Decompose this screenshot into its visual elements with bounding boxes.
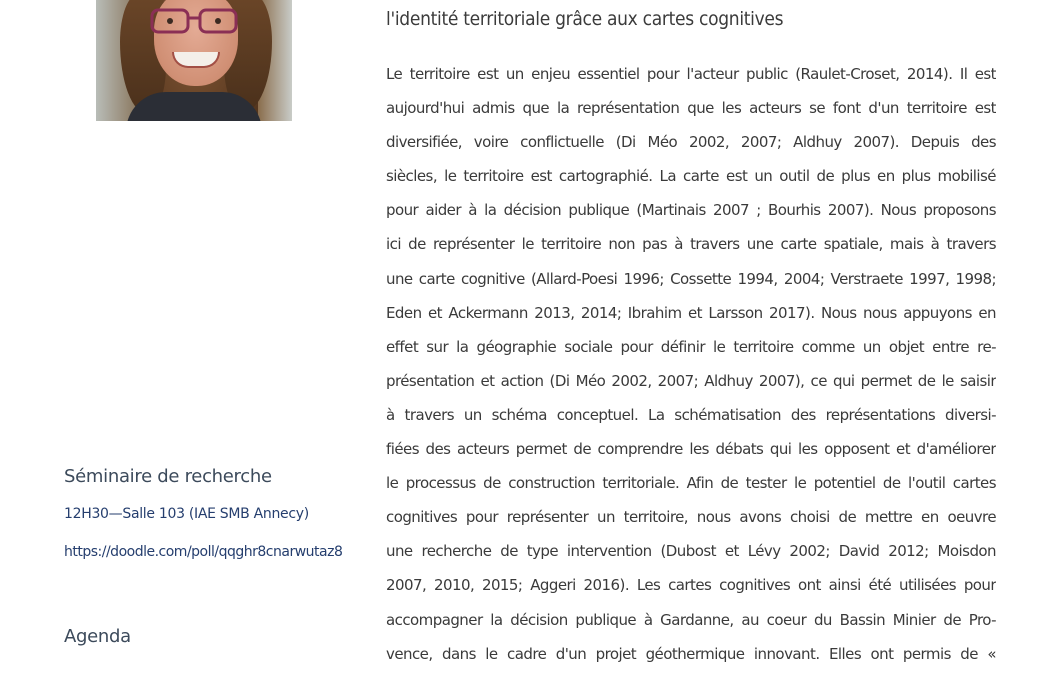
- abstract-line: cognitives pour représenter un territoire, nous avons choisi de mettre en oeuvre: [386, 508, 996, 527]
- abstract-line: siècles, le territoire est cartographié. La carte est un outil de plus en plus mobilisé: [386, 167, 996, 186]
- abstract-line: à travers un schéma conceptuel. La schématisation des représentations diversi-: [386, 405, 996, 424]
- abstract-line: 2007, 2010, 2015; Aggeri 2016). Les cartes cognitives ont ainsi été utilisées pour: [386, 576, 996, 595]
- abstract-line: une carte cognitive (Allard-Poesi 1996; Cossette 1994, 2004; Verstraete 1997, 1998;: [386, 269, 996, 288]
- seminar-time-room: 12H30—Salle 103 (IAE SMB Annecy): [64, 506, 309, 522]
- talk-subtitle: l'identité territoriale grâce aux cartes cognitives: [386, 8, 784, 30]
- abstract-line: le processus de construction territoriale. Afin de tester le potentiel de l'outil cartes: [386, 474, 996, 493]
- agenda-heading: Agenda: [64, 626, 131, 647]
- abstract-line: Eden et Ackermann 2013, 2014; Ibrahim et Larsson 2017). Nous nous appuyons en: [386, 303, 996, 322]
- abstract-line: présentation et action (Di Méo 2002, 2007; Aldhuy 2007), ce qui permet de le saisir: [386, 371, 996, 390]
- abstract-line: accompagner la décision publique à Gardanne, au coeur du Bassin Minier de Pro-: [386, 610, 996, 629]
- abstract-line: pour aider à la décision publique (Martinais 2007 ; Bourhis 2007). Nous proposons: [386, 201, 996, 220]
- abstract-line: ici de représenter le territoire non pas à travers une carte spatiale, mais à travers: [386, 235, 996, 254]
- abstract-line: fiées des acteurs permet de comprendre les débats qui les opposent et d'améliorer: [386, 440, 996, 459]
- doodle-link[interactable]: https://doodle.com/poll/qqghr8cnarwutaz8: [64, 544, 343, 560]
- abstract-line: aujourd'hui admis que la représentation que les acteurs se font d'un territoire est: [386, 99, 996, 118]
- abstract-text: [386, 60, 996, 674]
- speaker-photo: [96, 0, 292, 121]
- abstract-line: vence, dans le cadre d'un projet géothermique innovant. Elles ont permis de «: [386, 644, 996, 663]
- abstract-line: Le territoire est un enjeu essentiel pour l'acteur public (Raulet-Croset, 2014). Il est: [386, 65, 996, 83]
- photo-shirt: [126, 92, 262, 121]
- glasses-icon: [142, 4, 246, 38]
- abstract-line: une recherche de type intervention (Dubost et Lévy 2002; David 2012; Moisdon: [386, 542, 996, 561]
- agenda-first-entry-cutoff: [64, 666, 324, 675]
- seminar-heading: Séminaire de recherche: [64, 466, 272, 487]
- abstract-line: effet sur la géographie sociale pour définir le territoire comme un objet entre re-: [386, 337, 996, 356]
- abstract-line: diversifiée, voire conflictuelle (Di Méo 2002, 2007; Aldhuy 2007). Depuis des: [386, 133, 996, 152]
